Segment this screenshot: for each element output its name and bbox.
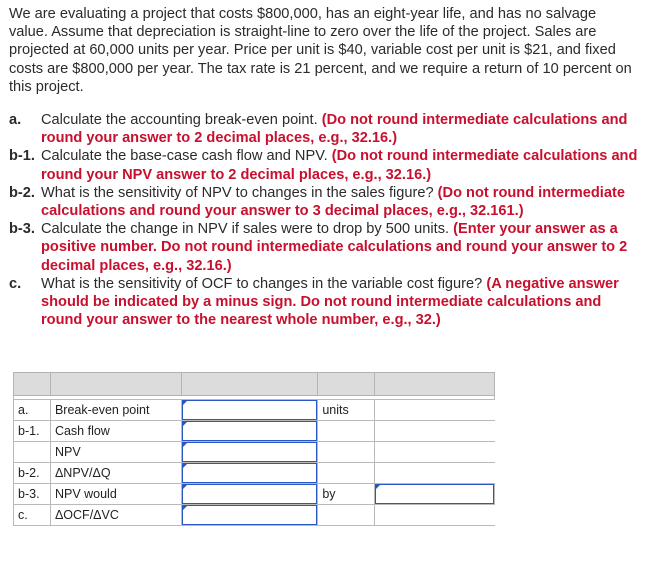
question-instruction: (A negative answer should be indicated by a minus sign. Do not round intermediate calculations and round your answer to the nearest whole number, e.g., 32.) [41, 275, 619, 329]
row-unit: by [318, 484, 375, 505]
question-b3 [9, 220, 639, 275]
row-label: b-3. [14, 484, 51, 505]
row-label [14, 442, 51, 463]
question-text: What is the sensitivity of OCF to changes in the variable cost figure? [41, 275, 483, 292]
row-unit [318, 463, 375, 484]
npv-input[interactable] [181, 442, 318, 463]
question-b1 [9, 147, 639, 183]
question-instruction: (Do not round intermediate calculations and round your answer to 3 decimal places, e.g., 32.161.) [41, 184, 625, 220]
question-c [9, 275, 639, 330]
row-unit: units [318, 400, 375, 421]
row-label: b-2. [14, 463, 51, 484]
row-unit [318, 442, 375, 463]
row-item: NPV [50, 442, 181, 463]
dnpv-dq-input[interactable] [181, 463, 318, 484]
answer-table [13, 372, 495, 526]
break-even-input[interactable] [181, 400, 318, 421]
question-label: c. [9, 275, 22, 292]
question-a [9, 111, 639, 147]
row-item: ΔOCF/ΔVC [50, 505, 181, 526]
table-row [14, 463, 495, 484]
cash-flow-input[interactable] [181, 421, 318, 442]
row-item: Cash flow [50, 421, 181, 442]
question-instruction: (Enter your answer as a positive number. Do not round intermediate calculations and round your answer to 2 decimal places, e.g., 32.16.) [41, 221, 628, 274]
table-row [14, 505, 495, 526]
question-list [9, 111, 639, 329]
table-row [14, 400, 495, 421]
npv-direction-select[interactable] [181, 484, 318, 505]
table-row [14, 442, 495, 463]
table-row [14, 421, 495, 442]
row-item: Break-even point [50, 400, 181, 421]
question-text: What is the sensitivity of NPV to changes in the sales figure? [41, 184, 434, 201]
row-unit [318, 505, 375, 526]
row-label: a. [14, 400, 51, 421]
question-instruction: (Do not round intermediate calculations and round your answer to 2 decimal places, e.g., 32.16.) [41, 112, 628, 147]
question-label: b-3. [9, 221, 35, 238]
question-text: Calculate the accounting break-even point. [41, 112, 318, 128]
question-label: a. [9, 112, 22, 128]
npv-change-input[interactable] [375, 484, 495, 505]
question-text: Calculate the change in NPV if sales were to drop by 500 units. [41, 221, 450, 238]
question-label: b-1. [9, 148, 35, 165]
row-item: NPV would [50, 484, 181, 505]
problem-statement: We are evaluating a project that costs $800,000, has an eight-year life, and has no salvage value. Assume that depreciation is straight-line to zero over the life of the project. Sales are projected at 60,000 units per year. Price per unit is $40, variable cost per unit is $21, and fixed costs are $800,000 per year. The tax rate is 21 percent, and we require a return of 10 percent on this project. [9, 6, 632, 95]
row-unit [318, 421, 375, 442]
docf-dvc-input[interactable] [181, 505, 318, 526]
row-label: b-1. [14, 421, 51, 442]
question-label: b-2. [9, 184, 35, 201]
question-text: Calculate the base-case cash flow and NPV. [41, 148, 328, 165]
question-b2 [9, 184, 639, 220]
table-row [14, 484, 495, 505]
row-label: c. [14, 505, 51, 526]
question-instruction: (Do not round intermediate calculations and round your NPV answer to 2 decimal places, e.g., 32.16.) [41, 148, 638, 183]
table-header-row [14, 373, 495, 396]
row-item: ΔNPV/ΔQ [50, 463, 181, 484]
